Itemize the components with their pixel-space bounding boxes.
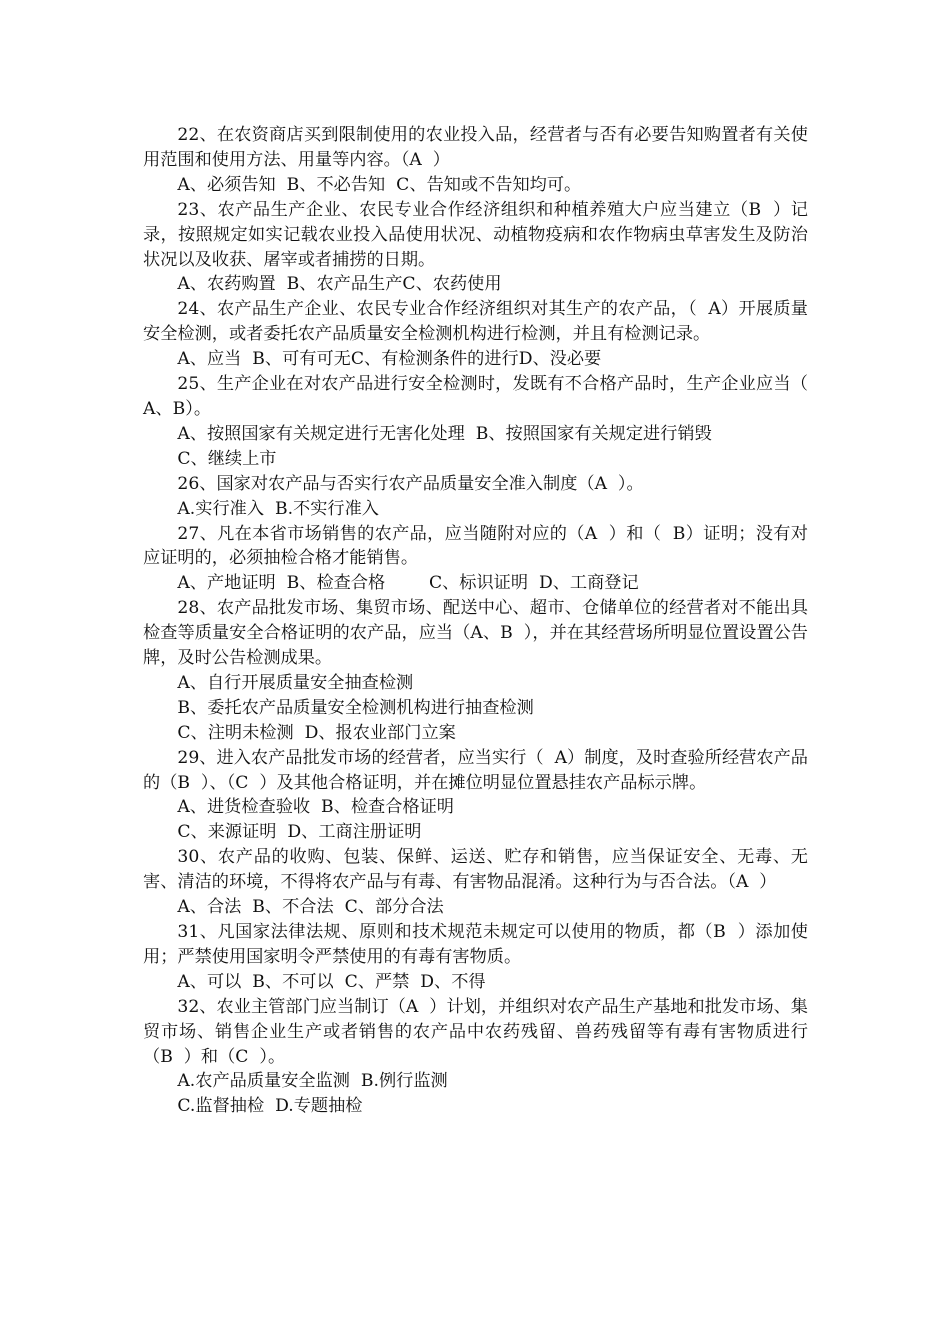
options-26: A.实行准入 B.不实行准入 (177, 498, 379, 519)
options-28-b: B、委托农产品质量安全检测机构进行抽查检测 (177, 697, 534, 718)
options-30: A、合法 B、不合法 C、部分合法 (177, 897, 444, 918)
options-32-c-d: C.监督抽检 D.专题抽检 (177, 1096, 363, 1117)
question-26: 26、国家对农产品与否实行农产品质量安全准入制度（A ）。 (177, 473, 644, 494)
options-25-a-b: A、按照国家有关规定进行无害化处理 B、按照国家有关规定进行销毁 (177, 423, 712, 444)
options-29-a-b: A、进货检查验收 B、检查合格证明 (177, 797, 454, 818)
options-32-a-b: A.农产品质量安全监测 B.例行监测 (177, 1071, 448, 1092)
question-30: 30、农产品的收购、包装、保鲜、运送、贮存和销售，应当保证安全、无毒、无害、清洁的环境，不得将农产品与有毒、有害物品混淆。这种行为与否合法。（A ） (143, 847, 808, 893)
question-24: 24、农产品生产企业、农民专业合作经济组织对其生产的农产品，（ A）开展质量安全检测，或者委托农产品质量安全检测机构进行检测，并且有检测记录。 (143, 299, 808, 345)
options-28-a: A、自行开展质量安全抽查检测 (177, 672, 414, 693)
options-27: A、产地证明 B、检查合格 C、标识证明 D、工商登记 (177, 573, 639, 594)
options-24: A、应当 B、可有可无C、有检测条件的进行D、没必要 (177, 349, 602, 370)
question-27: 27、凡在本省市场销售的农产品，应当随附对应的（A ）和（ B）证明；没有对应证明的，必须抽检合格才能销售。 (143, 523, 808, 569)
question-23: 23、农产品生产企业、农民专业合作经济组织和种植养殖大户应当建立（B ）记录，按照规定如实记载农业投入品使用状况、动植物疫病和农作物病虫草害发生及防治状况以及收获、屠宰或者捕捞的日期。 (143, 199, 808, 270)
options-31: A、可以 B、不可以 C、严禁 D、不得 (177, 971, 486, 992)
document-body (143, 123, 819, 1119)
options-23: A、农药购置 B、农产品生产C、农药使用 (177, 274, 502, 295)
question-31: 31、凡国家法律法规、原则和技术规范未规定可以使用的物质，都（B ）添加使用；严禁使用国家明令严禁使用的有毒有害物质。 (143, 922, 808, 967)
question-32: 32、农业主管部门应当制订（A ）计划，并组织对农产品生产基地和批发市场、集贸市场、销售企业生产或者销售的农产品中农药残留、兽药残留等有毒有害物质进行（B ）和（C ）。 (143, 996, 808, 1067)
question-29: 29、进入农产品批发市场的经营者，应当实行（ A）制度，及时查验所经营农产品的（B ）、（C ）及其他合格证明，并在摊位明显位置悬挂农产品标示牌。 (143, 747, 808, 793)
options-28-c-d: C、注明未检测 D、报农业部门立案 (177, 722, 456, 743)
question-25: 25、生产企业在对农产品进行安全检测时，发既有不合格产品时，生产企业应当（ A、B）。 (143, 374, 819, 419)
question-28: 28、农产品批发市场、集贸市场、配送中心、超市、仓储单位的经营者对不能出具检查等质量安全合格证明的农产品，应当（A、B ），并在其经营场所明显位置设置公告牌，及时公告检测成果。 (143, 598, 808, 669)
question-22: 22、在农资商店买到限制使用的农业投入品，经营者与否有必要告知购置者有关使用范围和使用方法、用量等内容。（A ） (143, 125, 808, 170)
options-22: A、必须告知 B、不必告知 C、告知或不告知均可。 (177, 174, 582, 195)
options-29-c-d: C、来源证明 D、工商注册证明 (177, 822, 422, 843)
options-25-c: C、继续上市 (177, 448, 277, 469)
